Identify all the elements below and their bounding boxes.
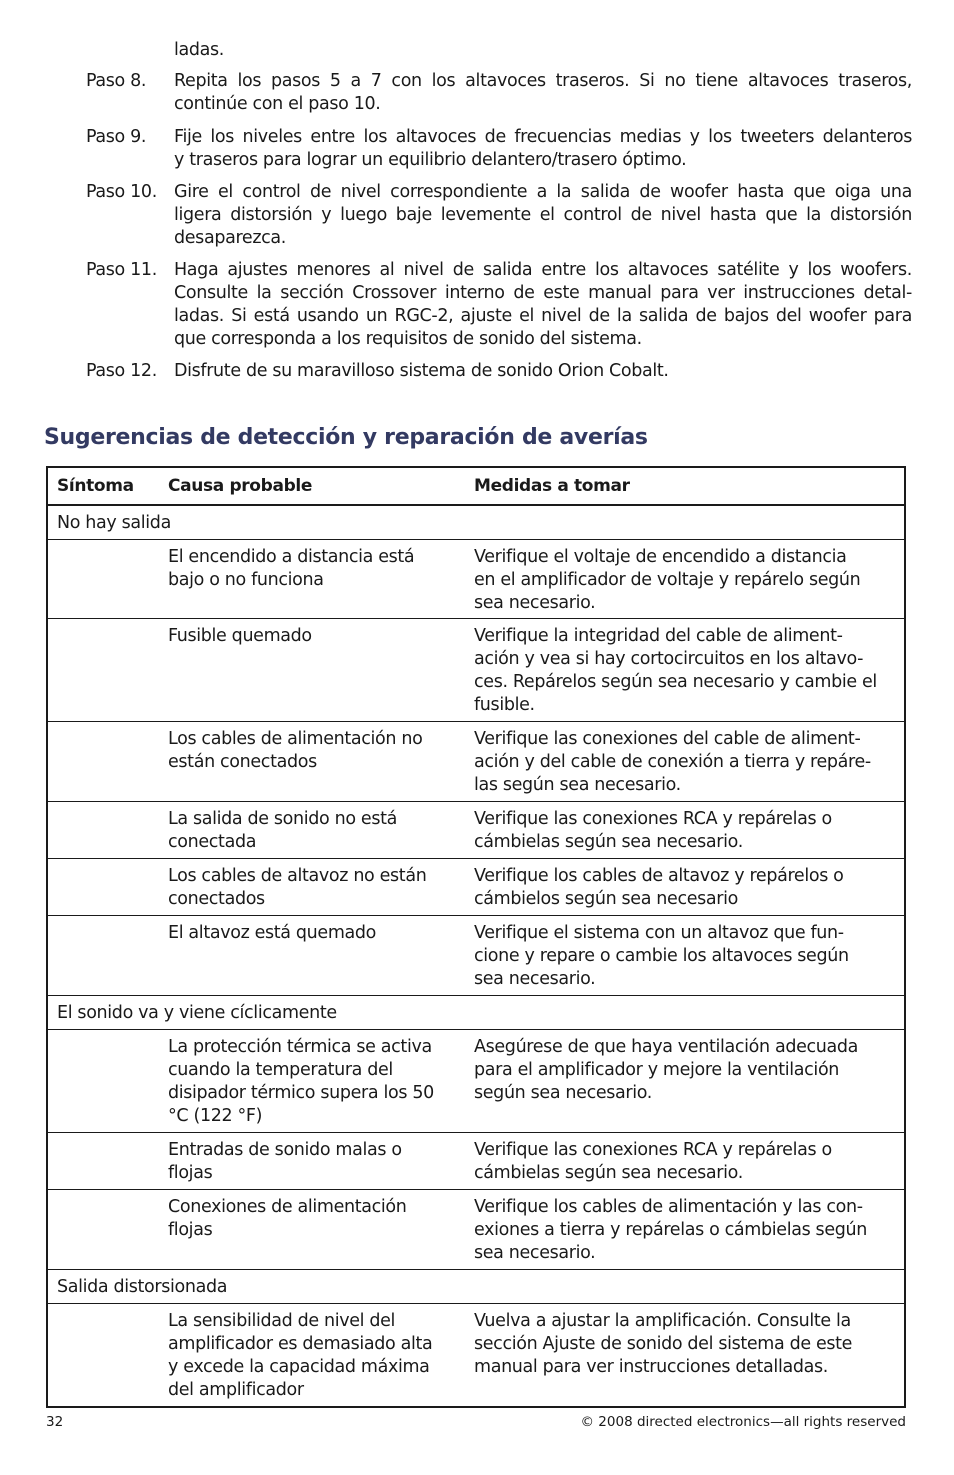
cause-line: Entradas de sonido malas o (168, 1140, 402, 1160)
step-11 (86, 259, 912, 351)
step-text (174, 360, 912, 383)
action-line: sección Ajuste de sonido del sistema de este (474, 1334, 853, 1354)
step-continuation: ladas. (174, 40, 224, 60)
step-label: Paso 12. (86, 361, 157, 381)
symptom-label: El sonido va y viene cíclicamente (57, 1003, 337, 1023)
cause-line: flojas (168, 1220, 213, 1240)
table-row (48, 1030, 904, 1133)
step-line: continúe con el paso 10. (174, 94, 381, 114)
action-line: Vuelva a ajustar la amplificación. Consulte la (474, 1311, 851, 1331)
cause-line: Los cables de altavoz no están (168, 866, 427, 886)
table-row (48, 1304, 904, 1406)
cause-cell (168, 1310, 460, 1402)
troubleshooting-table (46, 466, 906, 1408)
action-line: sea necesario. (474, 969, 596, 989)
action-line: ación y del cable de conexión a tierra y repáre- (474, 752, 871, 772)
table-row (48, 859, 904, 916)
section-heading: Sugerencias de detección y reparación de averías (44, 425, 648, 450)
action-line: exiones a tierra y repárelas o cámbielas según (474, 1220, 867, 1240)
action-cell (474, 808, 894, 854)
cause-cell (168, 546, 460, 592)
table-row (48, 540, 904, 619)
action-line: las según sea necesario. (474, 775, 681, 795)
action-line: cámbielas según sea necesario. (474, 832, 743, 852)
step-label: Paso 10. (86, 182, 157, 202)
step-line: ligera distorsión y luego baje levemente el control de nivel hasta que la distorsión (174, 205, 912, 225)
action-cell (474, 546, 894, 615)
step-line: que corresponda a los requisitos de sonido del sistema. (174, 329, 642, 349)
action-cell (474, 1036, 894, 1105)
cause-line: El encendido a distancia está (168, 547, 415, 567)
action-line: Verifique los cables de altavoz y repárelos o (474, 866, 844, 886)
cause-cell (168, 922, 460, 945)
symptom-label: No hay salida (57, 513, 171, 533)
step-10 (86, 181, 912, 250)
table-header-row (48, 468, 904, 506)
action-line: según sea necesario. (474, 1083, 653, 1103)
action-line: Verifique el voltaje de encendido a distancia (474, 547, 847, 567)
cause-line: La sensibilidad de nivel del (168, 1311, 396, 1331)
action-cell (474, 728, 894, 797)
cause-line: La protección térmica se activa (168, 1037, 432, 1057)
header-action: Medidas a tomar (474, 476, 630, 496)
step-line: Disfrute de su maravilloso sistema de sonido Orion Cobalt. (174, 361, 669, 381)
action-line: manual para ver instrucciones detalladas. (474, 1357, 828, 1377)
table-row (48, 619, 904, 722)
action-line: Verifique la integridad del cable de aliment- (474, 626, 843, 646)
action-cell (474, 1196, 894, 1265)
action-line: sea necesario. (474, 1243, 596, 1263)
step-line: ladas. Si está usando un RGC-2, ajuste el nivel de la salida de bajos del woofer para (174, 306, 912, 326)
action-line: en el amplificador de voltaje y repárelo según (474, 570, 861, 590)
cause-cell (168, 728, 460, 774)
symptom-group-row (48, 506, 904, 540)
action-cell (474, 1310, 894, 1379)
symptom-group-row (48, 1270, 904, 1304)
cause-line: conectada (168, 832, 257, 852)
cause-line: conectados (168, 889, 265, 909)
cause-line: amplificador es demasiado alta (168, 1334, 433, 1354)
action-line: cámbielas según sea necesario. (474, 1163, 743, 1183)
page-number: 32 (46, 1414, 64, 1430)
cause-line: °C (122 °F) (168, 1106, 263, 1126)
action-line: Verifique el sistema con un altavoz que fun- (474, 923, 844, 943)
step-line: y traseros para lograr un equilibrio delantero/trasero óptimo. (174, 150, 687, 170)
cause-cell (168, 865, 460, 911)
action-line: Asegúrese de que haya ventilación adecuada (474, 1037, 859, 1057)
cause-line: y excede la capacidad máxima (168, 1357, 430, 1377)
cause-line: bajo o no funciona (168, 570, 324, 590)
cause-cell (168, 1036, 460, 1128)
action-line: cámbielos según sea necesario (474, 889, 738, 909)
cause-cell (168, 1139, 460, 1185)
action-line: Verifique las conexiones RCA y repárelas o (474, 809, 832, 829)
step-label: Paso 8. (86, 71, 147, 91)
cause-cell (168, 1196, 460, 1242)
action-line: ces. Repárelos según sea necesario y cambie el (474, 672, 877, 692)
step-label: Paso 11. (86, 260, 157, 280)
step-line: Gire el control de nivel correspondiente a la salida de woofer hasta que oiga una (174, 182, 912, 202)
step-text (174, 181, 912, 250)
cause-line: El altavoz está quemado (168, 923, 377, 943)
step-text (174, 126, 912, 172)
step-line: desaparezca. (174, 228, 287, 248)
action-line: Verifique los cables de alimentación y las con- (474, 1197, 863, 1217)
step-line: Fije los niveles entre los altavoces de frecuencias medias y los tweeters delanteros (174, 127, 912, 147)
cause-line: están conectados (168, 752, 317, 772)
header-cause: Causa probable (168, 476, 313, 496)
action-cell (474, 625, 894, 717)
action-line: para el amplificador y mejore la ventilación (474, 1060, 840, 1080)
table-row (48, 916, 904, 996)
step-9 (86, 126, 912, 172)
cause-line: Los cables de alimentación no (168, 729, 423, 749)
cause-line: disipador térmico supera los 50 (168, 1083, 434, 1103)
step-label: Paso 9. (86, 127, 147, 147)
table-row (48, 1190, 904, 1270)
step-line: Repita los pasos 5 a 7 con los altavoces traseros. Si no tiene altavoces traseros, (174, 71, 912, 91)
header-symptom: Síntoma (57, 476, 134, 496)
cause-line: del amplificador (168, 1380, 304, 1400)
action-line: cione y repare o cambie los altavoces según (474, 946, 849, 966)
step-12 (86, 360, 912, 383)
step-text (174, 70, 912, 116)
cause-line: cuando la temperatura del (168, 1060, 393, 1080)
action-line: ación y vea si hay cortocircuitos en los altavo- (474, 649, 864, 669)
action-line: fusible. (474, 695, 535, 715)
cause-cell (168, 808, 460, 854)
action-cell (474, 865, 894, 911)
step-line: Consulte la sección Crossover interno de este manual para ver instrucciones detal- (174, 283, 912, 303)
copyright-notice: © 2008 directed electronics—all rights reserved (580, 1414, 906, 1430)
table-row (48, 802, 904, 859)
table-row (48, 722, 904, 802)
action-line: Verifique las conexiones RCA y repárelas o (474, 1140, 832, 1160)
cause-cell (168, 625, 460, 648)
cause-line: La salida de sonido no está (168, 809, 397, 829)
action-line: Verifique las conexiones del cable de aliment- (474, 729, 861, 749)
cause-line: Fusible quemado (168, 626, 312, 646)
action-line: sea necesario. (474, 593, 596, 613)
symptom-group-row (48, 996, 904, 1030)
step-line: Haga ajustes menores al nivel de salida entre los altavoces satélite y los woofers. (174, 260, 912, 280)
action-cell (474, 1139, 894, 1185)
step-text (174, 259, 912, 351)
symptom-label: Salida distorsionada (57, 1277, 228, 1297)
step-8 (86, 70, 912, 116)
cause-line: flojas (168, 1163, 213, 1183)
table-row (48, 1133, 904, 1190)
action-cell (474, 922, 894, 991)
cause-line: Conexiones de alimentación (168, 1197, 407, 1217)
